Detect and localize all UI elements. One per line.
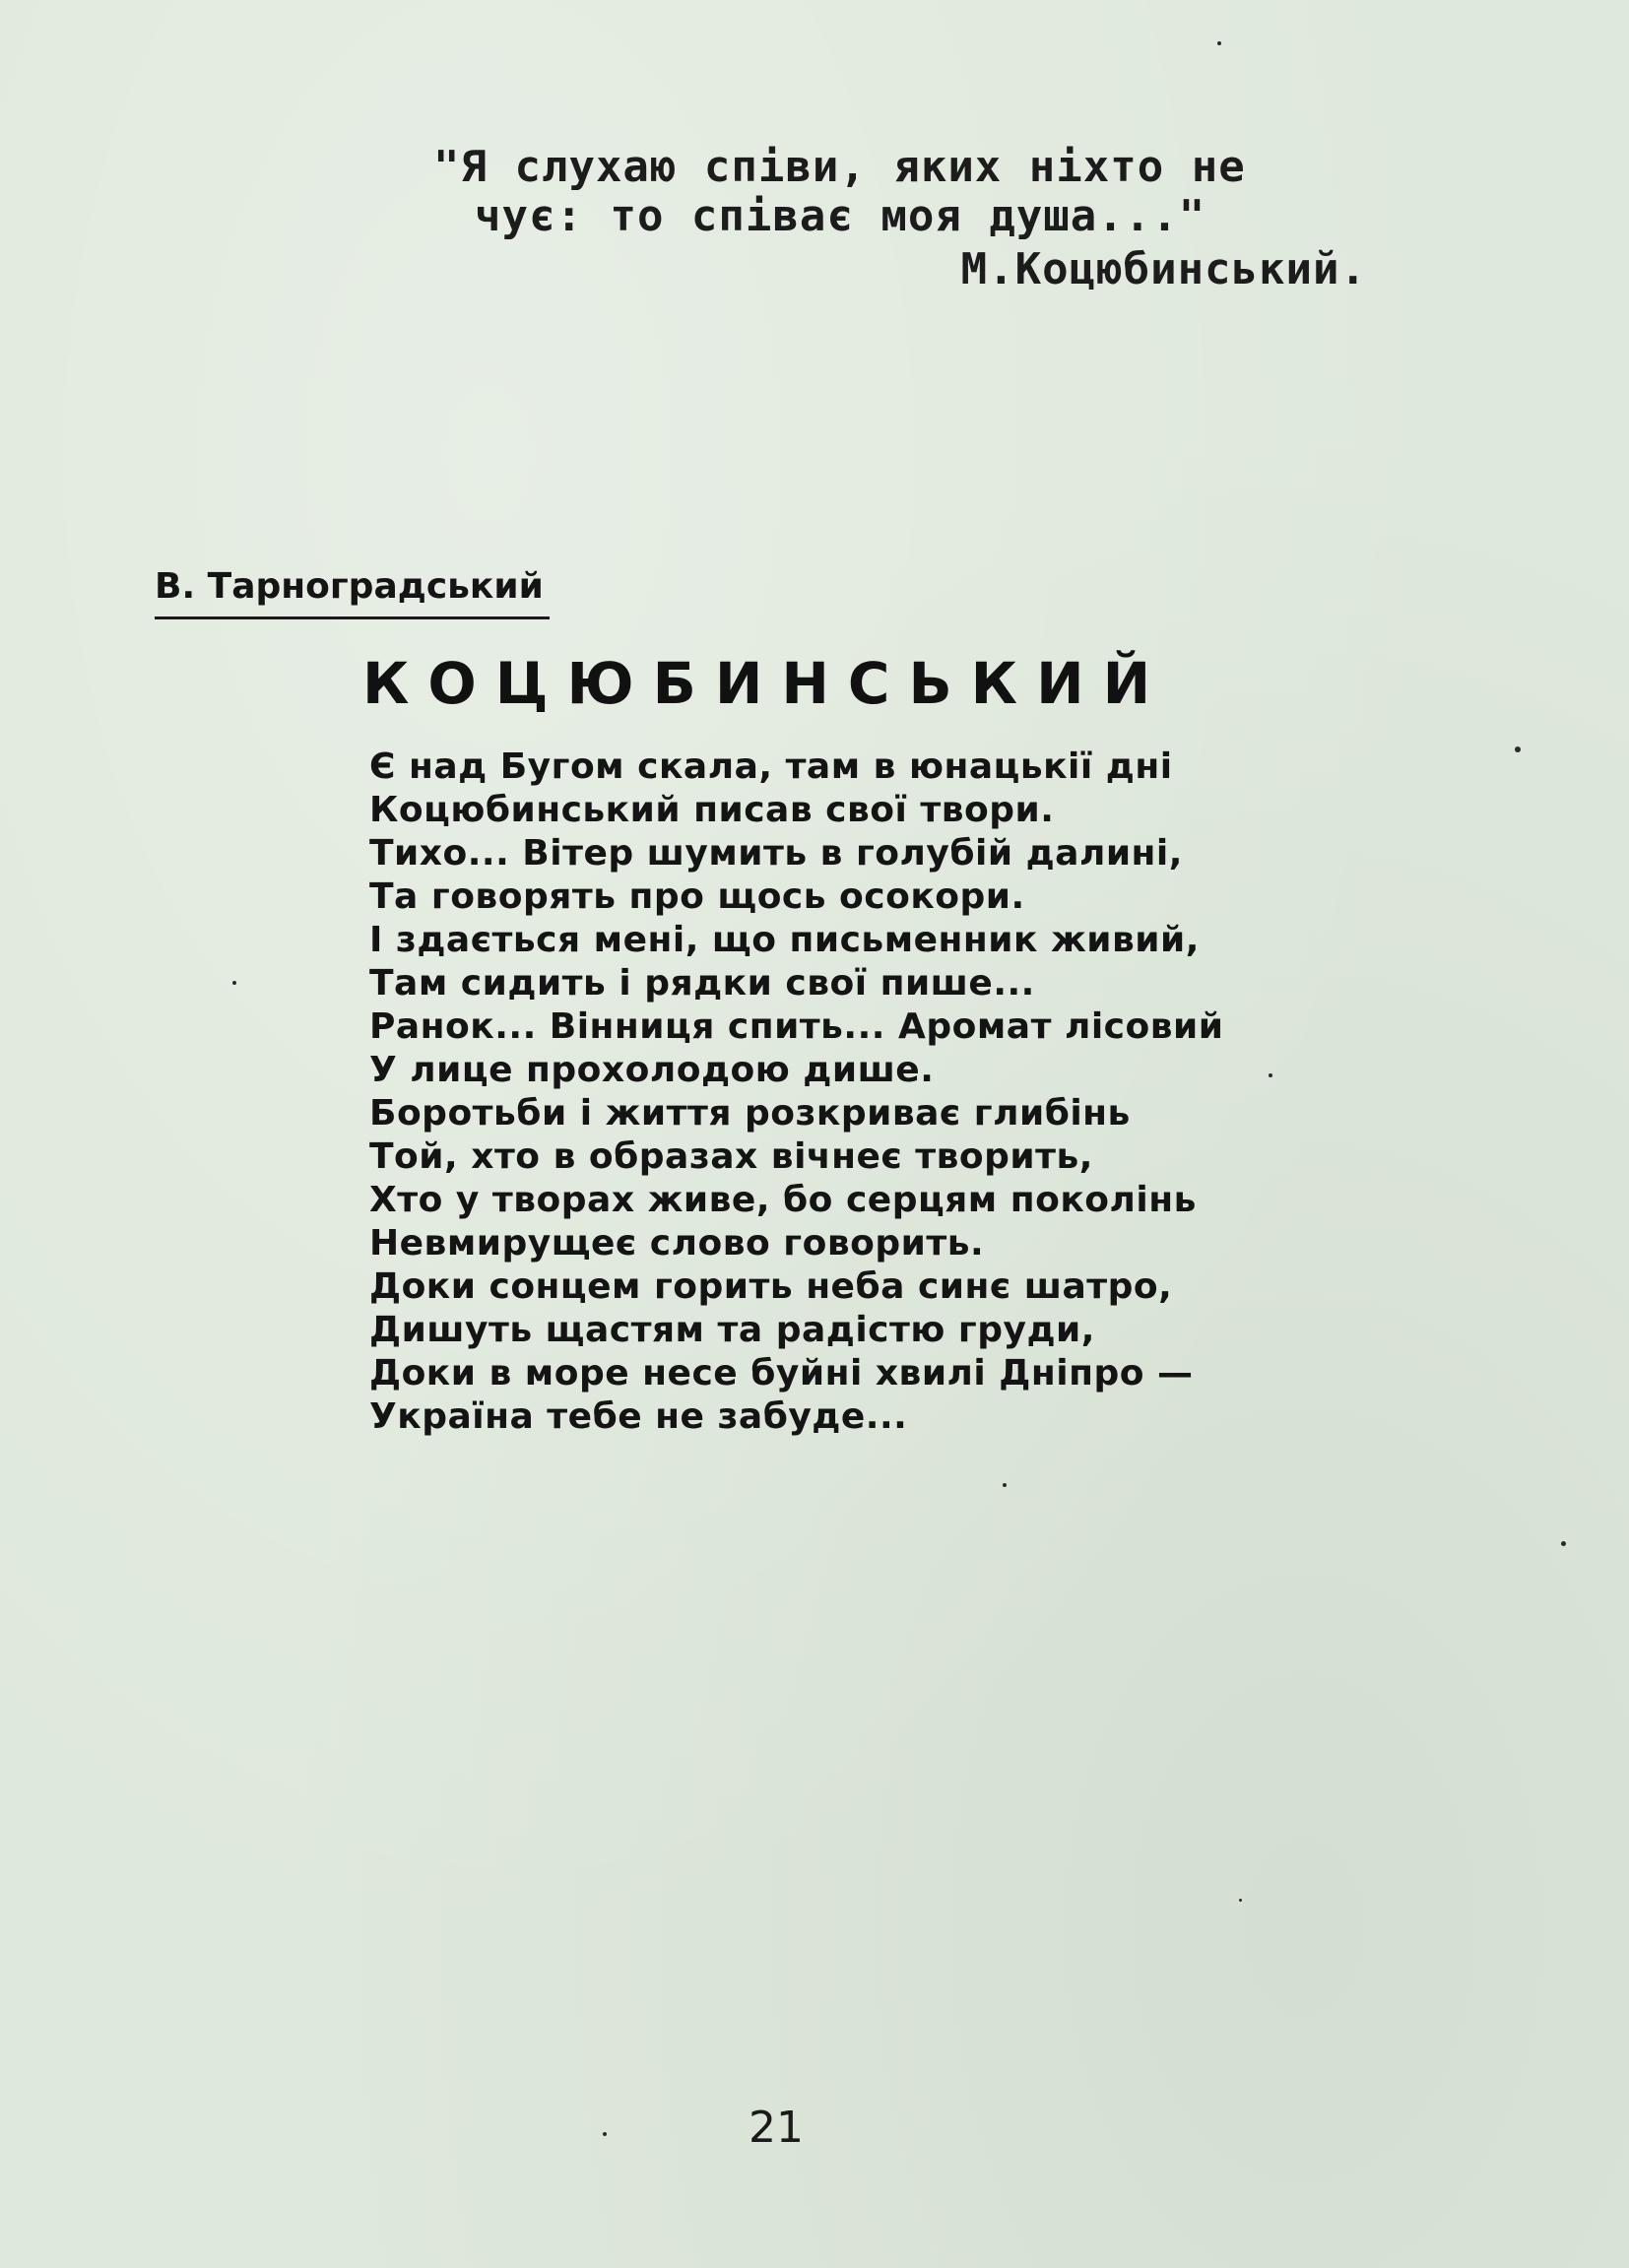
page-number: 21 <box>749 2103 804 2153</box>
poem-body <box>369 745 1305 1439</box>
poem-line: Боротьби і життя розкриває глибінь <box>369 1093 1131 1134</box>
epigraph-attribution: М.Коцюбинський. <box>960 244 1367 294</box>
paper-speck <box>1003 1483 1007 1487</box>
poem-line: Доки сонцем горить неба синє шатро, <box>369 1266 1173 1307</box>
paper-speck <box>1515 746 1521 752</box>
poem-line: Та говорять про щось осокори. <box>369 876 1025 917</box>
paper-speck <box>1217 41 1221 45</box>
poem-author: В. Тарноградський <box>155 566 550 619</box>
poem-line: У лице прохолодою дише. <box>369 1050 935 1090</box>
paper-speck <box>603 2132 607 2136</box>
poem-line: Ранок... Вінниця спить... Аромат лісовий <box>369 1006 1224 1047</box>
poem-line: Невмирущеє слово говорить. <box>369 1223 985 1264</box>
poem-line: І здається мені, що письменник живий, <box>369 920 1200 960</box>
poem-line: Там сидить і рядки свої пише... <box>369 963 1035 1004</box>
paper-speck <box>1239 1899 1242 1902</box>
poem-line: Хто у творах живе, бо серцям поколінь <box>369 1180 1197 1220</box>
poem-line: Той, хто в образах вічнеє творить, <box>369 1136 1093 1177</box>
poem-title: КОЦЮБИНСЬКИЙ <box>362 650 1170 717</box>
poem-line: Є над Бугом скала, там в юнацькії дні <box>369 746 1173 787</box>
paper-speck <box>1561 1541 1566 1546</box>
epigraph <box>433 143 1418 294</box>
paper-speck <box>1269 1073 1272 1077</box>
poem-line: Дишуть щастям та радістю груди, <box>369 1310 1095 1350</box>
poem-line: Тихо... Вітер шумить в голубій далині, <box>369 833 1183 874</box>
poem-line: Доки в море несе буйні хвилі Дніпро — <box>369 1353 1194 1393</box>
epigraph-line: чує: то співає моя душа..." <box>475 191 1206 241</box>
poem-line: Коцюбинський писав свої твори. <box>369 790 1055 830</box>
paper-speck <box>232 981 236 985</box>
epigraph-line: "Я слухаю співи, яких ніхто не <box>433 142 1246 192</box>
poem-line: Україна тебе не забуде... <box>369 1396 908 1437</box>
